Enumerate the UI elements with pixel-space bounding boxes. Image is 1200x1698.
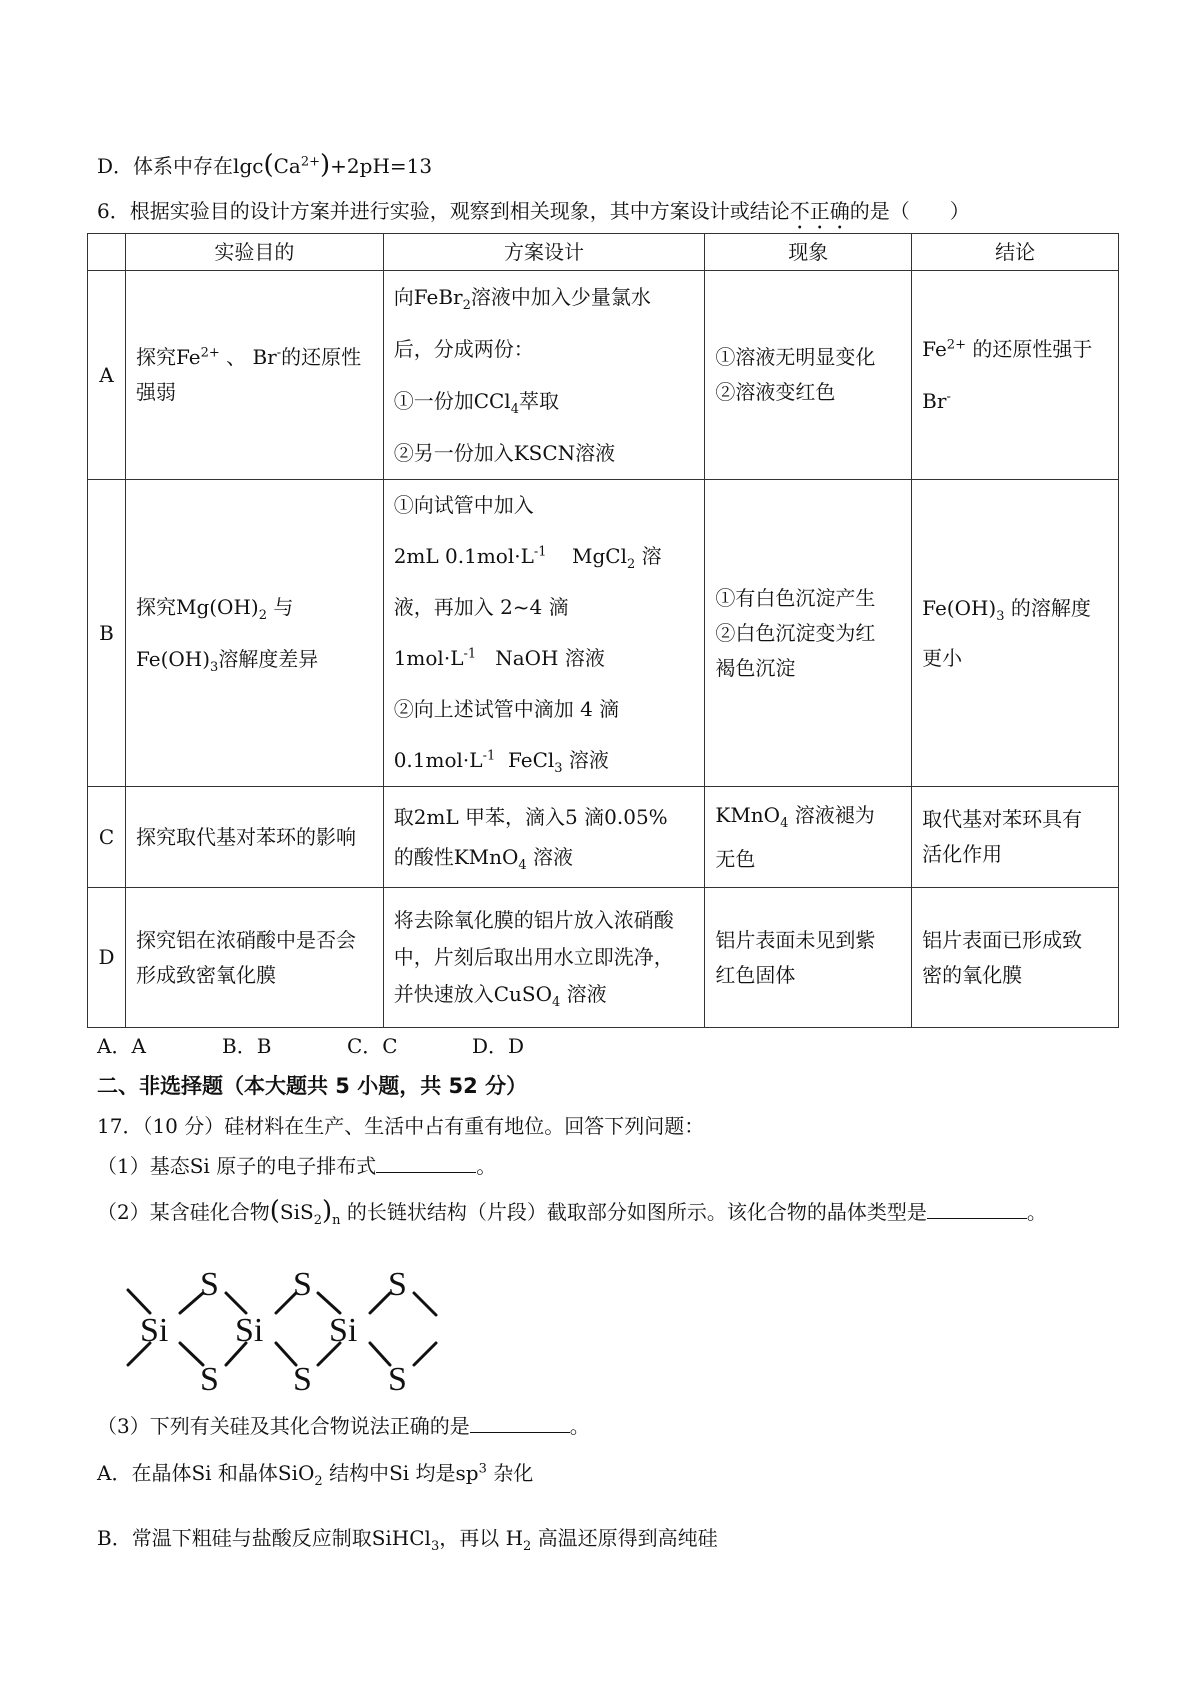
row-label: C — [88, 787, 126, 888]
section-heading: 二、非选择题（本大题共 5 小题，共 52 分） — [97, 1074, 528, 1098]
row-label: D — [88, 888, 126, 1028]
phenomenon-cell: ①溶液无明显变化 ②溶液变红色 — [705, 271, 912, 480]
purpose-cell: 探究$Fe^{2+}$ 、 Br-的还原性强弱 — [125, 271, 383, 480]
answer-blank[interactable] — [376, 1154, 476, 1173]
phenomenon-cell: 铝片表面未见到紫 红色固体 — [705, 888, 912, 1028]
row-label: A — [88, 271, 126, 480]
s-atom-label: S — [293, 1266, 312, 1303]
conclusion-cell: 铝片表面已形成致 密的氧化膜 — [912, 888, 1119, 1028]
design-cell: ①向试管中加入 2mL $0.1mol\cdot L^{-1}$ MgCl$_2$ 溶 液，再加入 2~4 滴 $1mol\cdot L^{-1}$ NaOH 溶液 ②向上述试管中滴加 4 滴 $0.1mol\cdot L^{-1}$ FeCl$_3$ 溶液 — [383, 480, 705, 787]
si-atom-label: Si — [329, 1312, 358, 1349]
q17-part2: （2）某含硅化合物$(SiS_2)_n$ 的长链状结构（片段）截取部分如图所示。该化合物的晶体类型是 。 — [97, 1196, 1047, 1228]
table-row — [88, 888, 1119, 1028]
header-blank — [88, 234, 126, 271]
table-header-row — [88, 234, 1119, 271]
choice-c[interactable]: C．C — [347, 1034, 398, 1058]
purpose-cell: 探究铝在浓硝酸中是否会 形成致密氧化膜 — [125, 888, 383, 1028]
conclusion-cell: $Fe(OH)_3$ 的溶解度 更小 — [912, 480, 1119, 787]
si-atom-label: Si — [140, 1312, 169, 1349]
q5-option-d: D．体系中存在$\lg c(Ca^{2+})+2pH=13$ — [97, 150, 433, 180]
phenomenon-cell: ①有白色沉淀产生 ②白色沉淀变为红 褐色沉淀 — [705, 480, 912, 787]
s-atom-label: S — [200, 1266, 219, 1303]
header-design: 方案设计 — [383, 234, 705, 271]
q17-part3: （3）下列有关硅及其化合物说法正确的是 。 — [97, 1414, 590, 1438]
phenomenon-cell: KMnO$_4$ 溶液褪为 无色 — [705, 787, 912, 888]
purpose-cell: 探究$Mg(OH)_2$ 与 $Fe(OH)_3$溶解度差异 — [125, 480, 383, 787]
design-cell: 向FeBr$_2$溶液中加入少量氯水 后，分成两份： ①一份加CCl$_4$萃取 ②另一份加入KSCN溶液 — [383, 271, 705, 480]
choice-d[interactable]: D．D — [472, 1034, 525, 1058]
q17-option-b[interactable]: B．常温下粗硅与盐酸反应制取SiHCl$_3$，再以 $H_2$ 高温还原得到高纯硅 — [97, 1526, 718, 1554]
table-row — [88, 787, 1119, 888]
answer-blank[interactable] — [470, 1414, 570, 1433]
sis2-chain-diagram — [118, 1255, 448, 1405]
choice-b[interactable]: B．B — [222, 1034, 272, 1058]
header-phenomenon: 现象 — [705, 234, 912, 271]
header-purpose: 实验目的 — [125, 234, 383, 271]
choice-a[interactable]: A．A — [97, 1034, 146, 1058]
s-atom-label: S — [388, 1266, 407, 1303]
table-row — [88, 480, 1119, 787]
header-conclusion: 结论 — [912, 234, 1119, 271]
design-cell: 取2mL 甲苯，滴入5 滴0.05% 的酸性KMnO$_4$ 溶液 — [383, 787, 705, 888]
si-atom-label: Si — [235, 1312, 264, 1349]
purpose-cell: 探究取代基对苯环的影响 — [125, 787, 383, 888]
s-atom-label: S — [293, 1361, 312, 1398]
conclusion-cell: 取代基对苯环具有 活化作用 — [912, 787, 1119, 888]
q6-table — [87, 233, 1119, 1028]
q17-option-a[interactable]: A．在晶体Si 和晶体SiO$_2$ 结构中Si 均是$sp^3$ 杂化 — [97, 1461, 534, 1489]
q6-choices — [97, 1030, 597, 1059]
s-atom-label: S — [388, 1361, 407, 1398]
conclusion-cell: $Fe^{2+}$ 的还原性强于 Br- — [912, 271, 1119, 480]
q17-stem: 17．（10 分）硅材料在生产、生活中占有重有地位。回答下列问题： — [97, 1114, 705, 1138]
s-atom-label: S — [200, 1361, 219, 1398]
row-label: B — [88, 480, 126, 787]
q17-part1: （1）基态Si 原子的电子排布式 。 — [97, 1154, 497, 1178]
table-row — [88, 271, 1119, 480]
answer-blank[interactable] — [927, 1200, 1027, 1219]
q6-stem: 6．根据实验目的设计方案并进行实验，观察到相关现象，其中方案设计或结论不正确的是（ ） — [97, 199, 970, 223]
design-cell: 将去除氧化膜的铝片放入浓硝酸 中，片刻后取出用水立即洗净， 并快速放入CuSO$_4$ 溶液 — [383, 888, 705, 1028]
